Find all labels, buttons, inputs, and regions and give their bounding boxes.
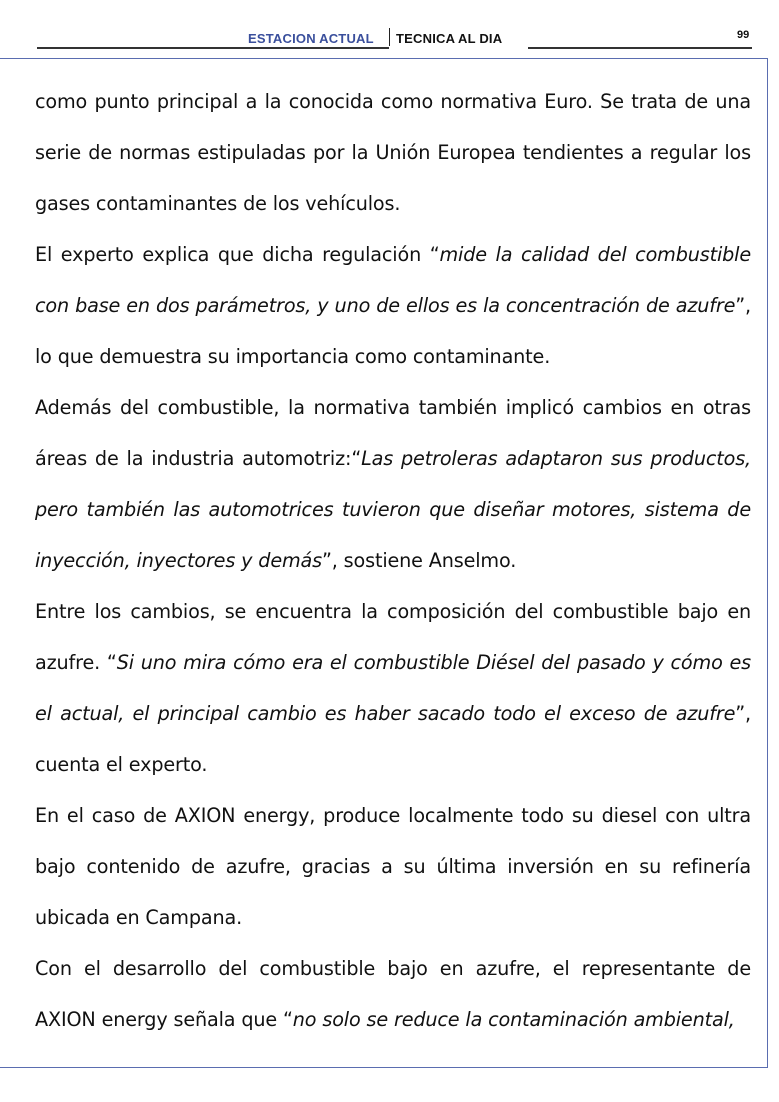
paragraph-text: Además del combustible, la normativa también implicó cambios en otras áreas de la industria automotriz:“: [35, 396, 751, 470]
paragraph-text: ”, lo que demuestra su importancia como contaminante.: [35, 294, 751, 368]
page-number: 99: [737, 29, 750, 41]
quote-text: Si uno mira cómo era el combustible Diésel del pasado y cómo es el actual, el principal cambio es haber sacado todo el exceso de azufre: [35, 651, 751, 725]
paragraph-text: ”, sostiene Anselmo.: [321, 549, 517, 572]
paragraph-text: como punto principal a la conocida como normativa Euro. Se trata de una serie de normas estipuladas por la Unión Europea tendientes a regular los gases contaminantes de los vehículos.: [35, 90, 751, 215]
paragraph: [35, 229, 751, 382]
paragraph-text: El experto explica que dicha regulación “: [35, 243, 440, 266]
paragraph: [35, 76, 751, 229]
paragraph: [35, 790, 751, 943]
quote-text: no solo se reduce la contaminación ambiental,: [292, 1008, 735, 1031]
paragraph: [35, 943, 751, 1045]
header-divider: [389, 28, 390, 46]
paragraph-text: En el caso de AXION energy, produce localmente todo su diesel con ultra bajo contenido de azufre, gracias a su última inversión en su refinería ubicada en Campana.: [35, 804, 751, 929]
paragraph-text: Entre los cambios, se encuentra la composición del combustible bajo en azufre. “: [35, 600, 751, 674]
section-title: TECNICA AL DIA: [396, 31, 503, 46]
paragraph-text: ”, cuenta el experto.: [35, 702, 751, 776]
paragraph: [35, 586, 751, 790]
header-rule-right: [528, 47, 752, 49]
quote-text: Las petroleras adaptaron sus productos, pero también las automotrices tuvieron que diseñar motores, sistema de inyección, inyectores y demás: [35, 447, 751, 572]
paragraph: [35, 382, 751, 586]
quote-text: mide la calidad del combustible con base en dos parámetros, y uno de ellos es la concentración de azufre: [35, 243, 752, 317]
magazine-title: ESTACION ACTUAL: [248, 31, 374, 46]
header-rule-left: [37, 47, 389, 49]
paragraph-text: Con el desarrollo del combustible bajo en azufre, el representante de AXION energy señala que “: [35, 957, 751, 1031]
article-body: [35, 76, 751, 1045]
